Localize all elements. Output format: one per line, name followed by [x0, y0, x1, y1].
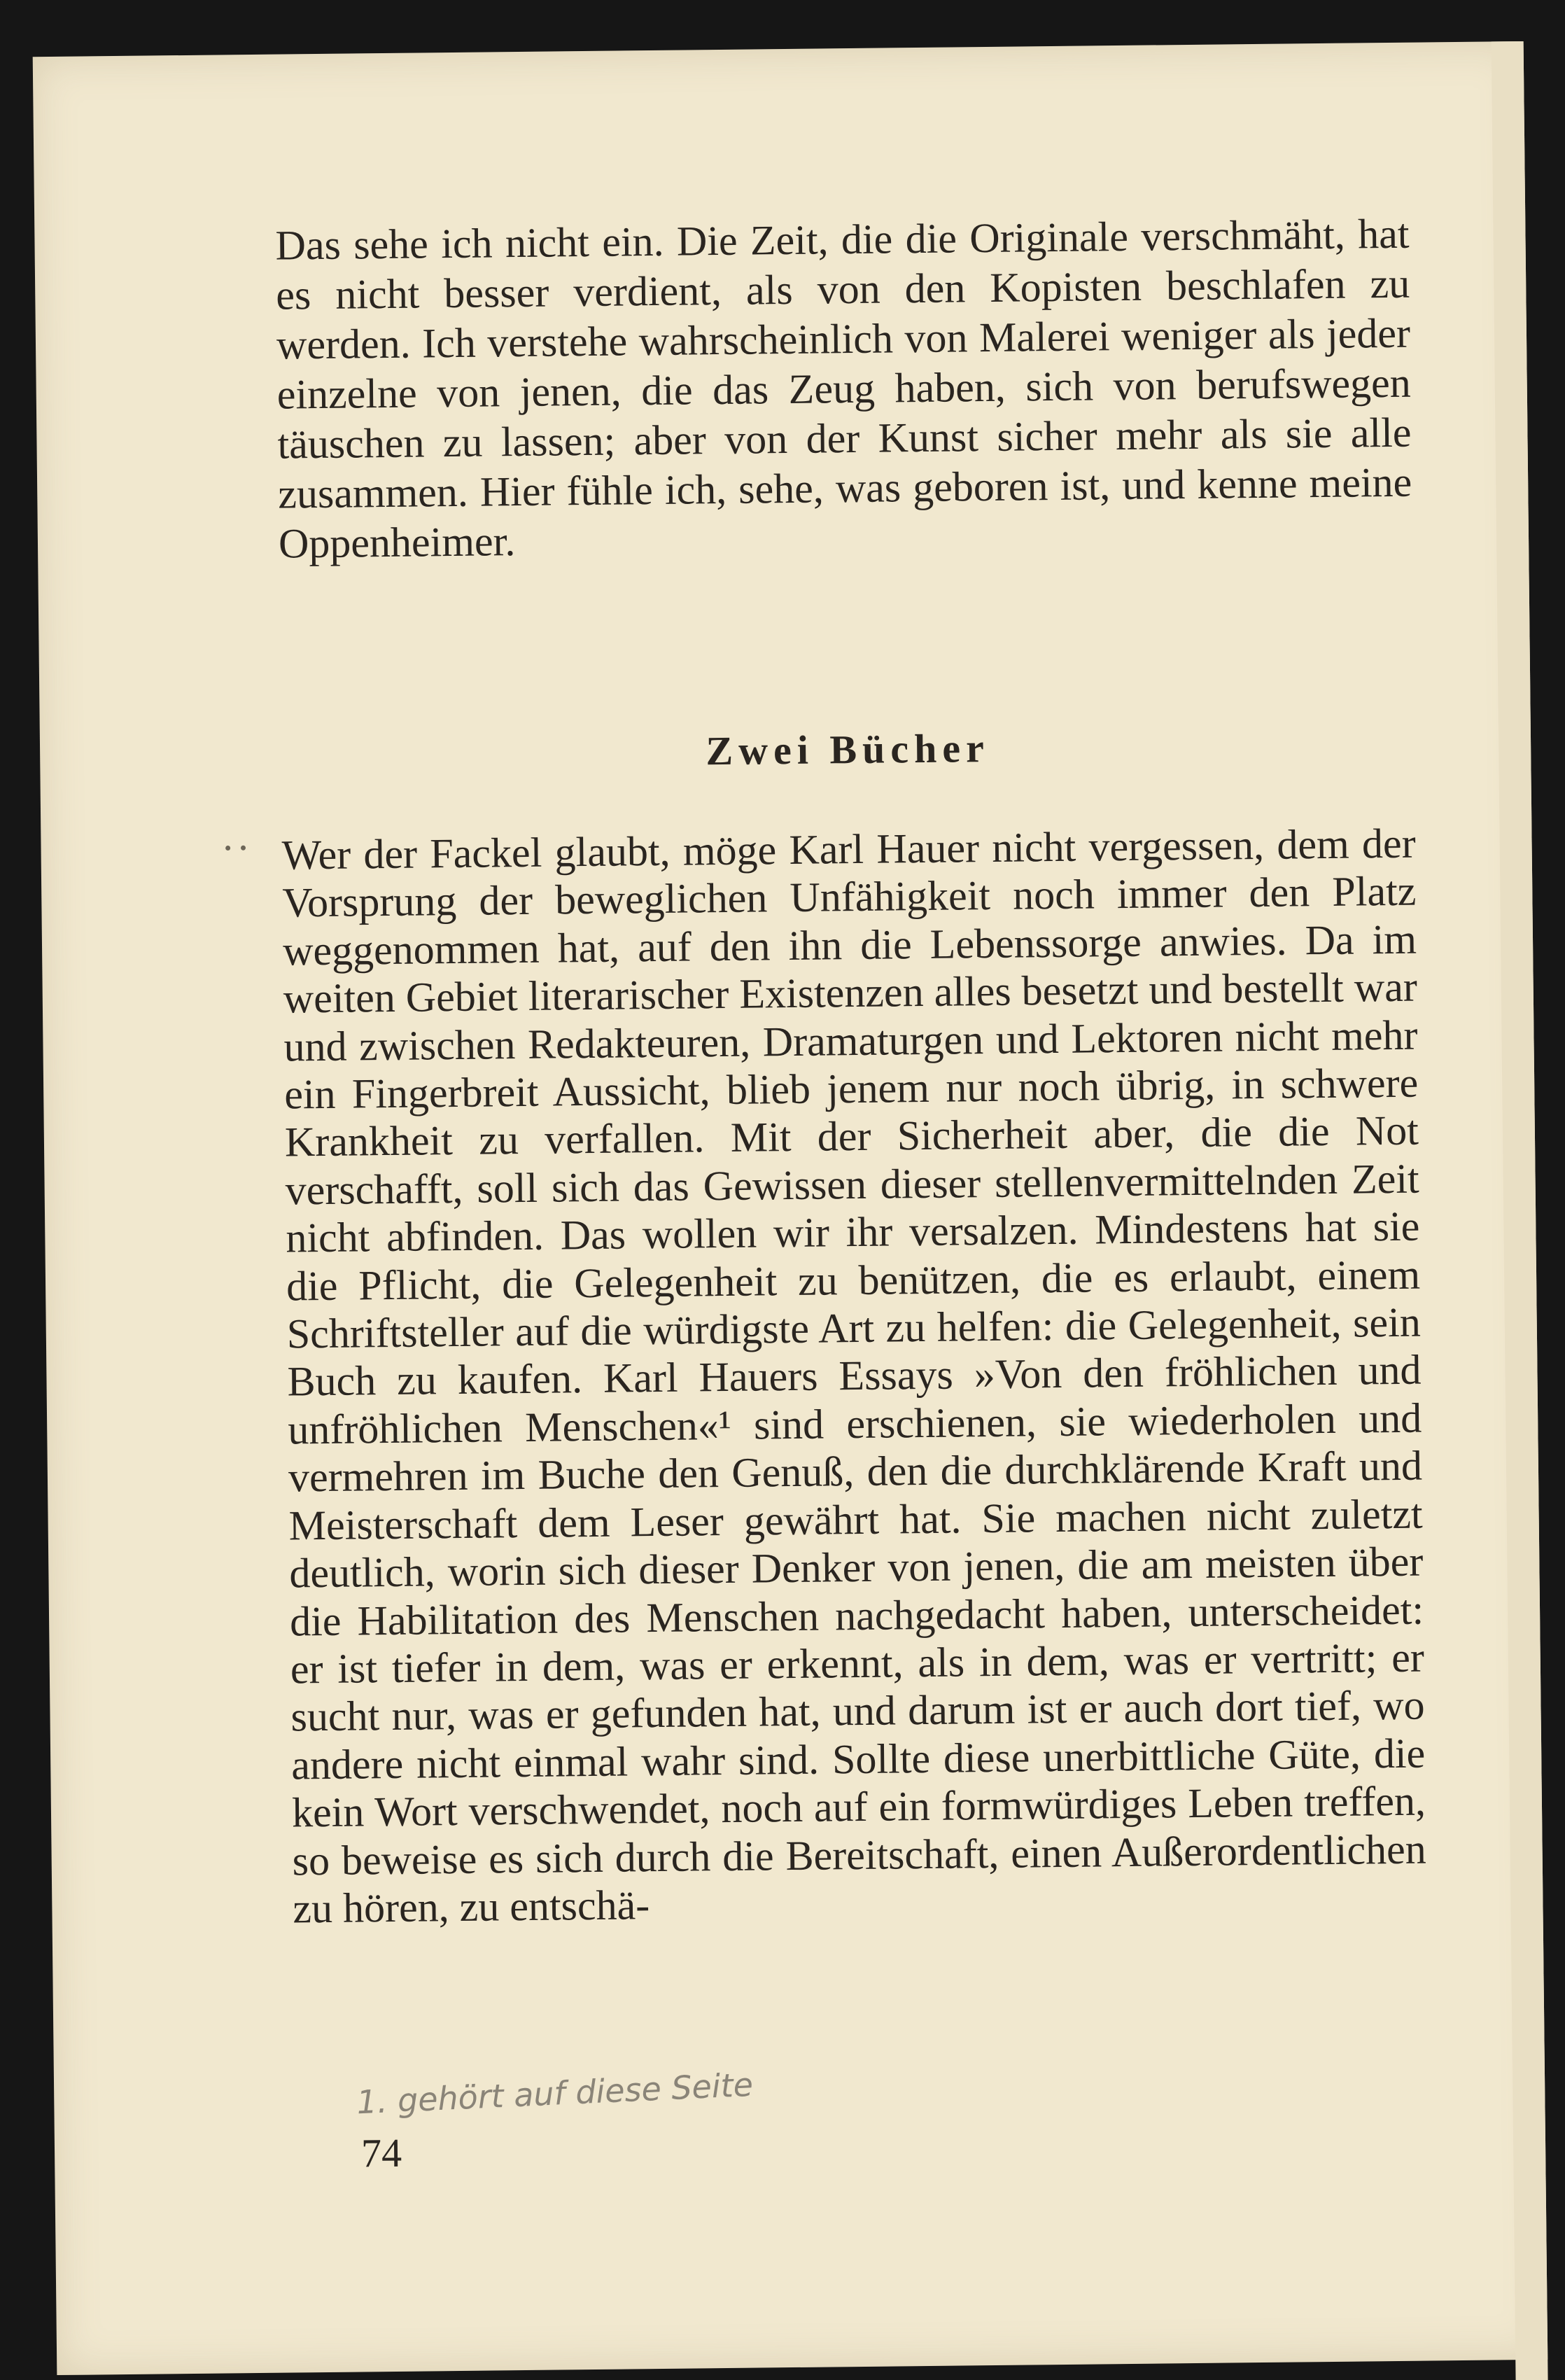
- handwritten-note: 1. gehört auf diese Seite: [356, 2065, 754, 2122]
- paragraph-2: Wer der Fackel glaubt, möge Karl Hauer nicht vergessen, dem der Vorsprung der beweglichen Unfähigkeit noch immer den Platz weggenommen hat, auf den ihn die Lebenssorge anwies. Da im weiten Gebiet literarischer Existenzen alles besetzt und bestellt war und zwischen Redakteuren, Dramaturgen und Lektoren nicht mehr ein Fingerbreit Aussicht, blieb jenem nur noch übrig, in schwere Krankheit zu verfallen. Mit der Sicherheit aber, die die Not verschafft, soll sich das Gewissen dieser stellenvermittelnden Zeit nicht abfinden. Das wollen wir ihr versalzen. Mindestens hat sie die Pflicht, die Gelegenheit zu benützen, die es erlaubt, einem Schriftsteller auf die würdigste Art zu helfen: die Gelegenheit, sein Buch zu kaufen. Karl Hauers Essays »Von den fröhlichen und unfröhlichen Menschen«¹ sind erschienen, sie wiederholen und vermehren im Buche den Genuß, den die durchklärende Kraft und Meisterschaft dem Leser gewährt hat. Sie machen nicht zuletzt deutlich, worin sich dieser Denker von jenen, die am meisten über die Habilitation des Menschen nachgedacht haben, unterscheidet: er ist tiefer in dem, was er erkennt, als in dem, was er vertritt; er sucht nur, was er gefunden hat, und darum ist er auch dort tief, wo andere nicht einmal wahr sind. Sollte diese unerbittliche Güte, die kein Wort verschwendet, noch auf ein formwürdiges Leben treffen, so beweise es sich durch die Bereitschaft, einen Außerordentlichen zu hören, zu entschä-: [281, 820, 1426, 1932]
- page-edge: [1492, 41, 1549, 2380]
- margin-mark-icon: • •: [223, 839, 248, 859]
- page-number: 74: [360, 2129, 402, 2176]
- section-heading: Zwei Bücher: [706, 724, 990, 774]
- book-page: [33, 41, 1548, 2375]
- paragraph-1: Das sehe ich nicht ein. Die Zeit, die die Originale verschmäht, hat es nicht besser verdient, als von den Kopisten beschlafen zu werden. Ich verstehe wahrscheinlich von Malerei weniger als jeder einzelne von jenen, die das Zeug haben, sich von berufswegen täuschen zu lassen; aber von der Kunst sicher mehr als sie alle zusammen. Hier fühle ich, sehe, was geboren ist, und kenne meine Oppenheimer.: [275, 210, 1412, 567]
